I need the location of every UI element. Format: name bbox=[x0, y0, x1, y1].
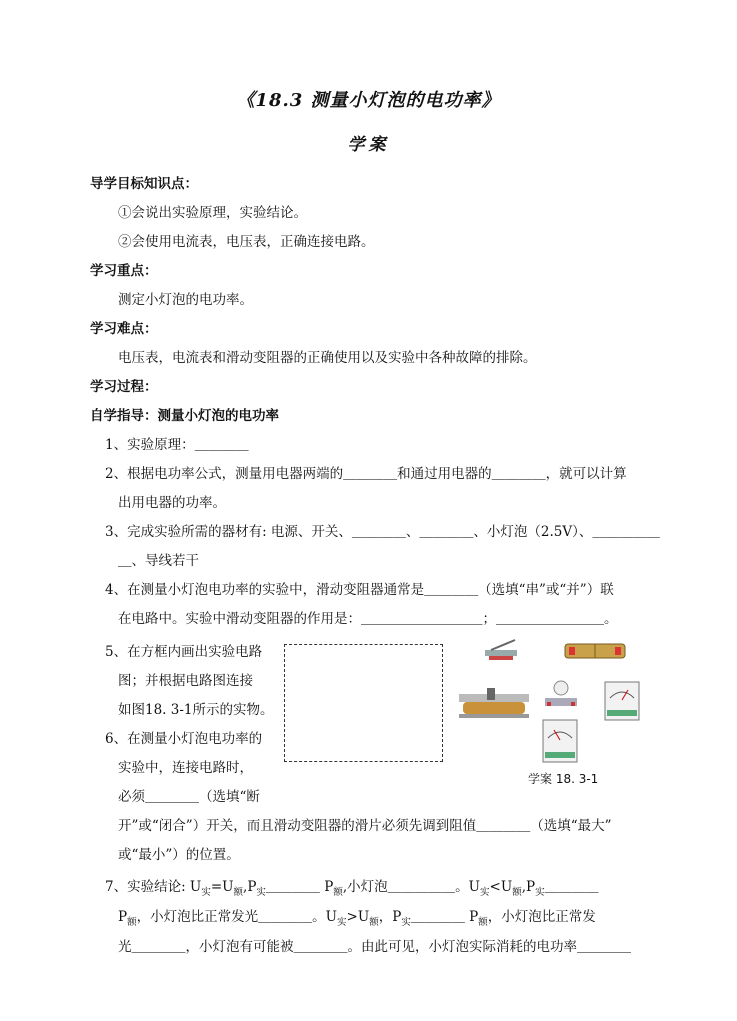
focus-text: 测定小灯泡的电功率。 bbox=[118, 292, 253, 308]
switch-icon bbox=[485, 640, 517, 660]
q7-text: ＿＿＿＿ bbox=[544, 879, 599, 895]
subscript-shi: 实 bbox=[535, 887, 545, 898]
goal-2: ②会使用电流表，电压表，正确连接电路。 bbox=[118, 234, 375, 250]
subscript-e: 额 bbox=[478, 917, 488, 928]
question-7-line-1 bbox=[105, 875, 599, 898]
question-4-line-1: 4、在测量小灯泡电功率的实验中，滑动变阻器通常是＿＿＿＿（选填“串”或“并”）联 bbox=[105, 582, 614, 598]
question-4-line-2: 在电路中。实验中滑动变阻器的作用是：＿＿＿＿＿＿＿＿＿；＿＿＿＿＿＿＿＿。 bbox=[118, 611, 618, 627]
voltmeter-icon bbox=[605, 682, 639, 720]
question-2-line-1: 2、根据电功率公式，测量用电器两端的＿＿＿＿和通过用电器的＿＿＿＿，就可以计算 bbox=[105, 466, 627, 482]
question-6-line-2: 实验中，连接电路时， bbox=[118, 760, 253, 776]
question-7-line-2 bbox=[118, 905, 596, 928]
subscript-e: 额 bbox=[127, 917, 137, 928]
q7-text: ＿＿＿＿ P bbox=[265, 879, 334, 895]
question-6-line-4: 开”或“闭合”）开关，而且滑动变阻器的滑片必须先调到阻值＿＿＿＿（选填“最大” bbox=[118, 818, 612, 834]
self-guide-heading: 自学指导：测量小灯泡的电功率 bbox=[90, 408, 279, 424]
question-6-line-3: 必须＿＿＿＿（选填“断 bbox=[118, 789, 260, 805]
difficulty-heading: 学习难点： bbox=[90, 321, 158, 337]
question-7-line-3: 光＿＿＿＿，小灯泡有可能被＿＿＿＿。由此可见，小灯泡实际消耗的电功率＿＿＿＿ bbox=[118, 939, 631, 955]
q7-text: ，小灯泡比正常发 bbox=[487, 909, 596, 925]
subscript-e: 额 bbox=[333, 887, 343, 898]
equipment-figure bbox=[455, 636, 645, 766]
focus-heading: 学习重点： bbox=[90, 263, 158, 279]
question-2-line-2: 出用电器的功率。 bbox=[118, 495, 226, 511]
question-3-line-1: 3、完成实验所需的器材有: 电源、开关、＿＿＿＿、＿＿＿＿、小灯泡（2.5V）、＿＿＿＿＿ bbox=[105, 524, 660, 540]
q7-text: P bbox=[118, 909, 128, 925]
q7-text: 7、实验结论: U bbox=[105, 879, 202, 895]
circuit-drawing-box bbox=[284, 644, 443, 762]
question-6-line-1: 6、在测量小灯泡电功率的 bbox=[105, 731, 263, 747]
question-3-line-2: ＿、导线若干 bbox=[118, 553, 199, 569]
process-heading: 学习过程： bbox=[90, 379, 158, 395]
q7-text: ,小灯泡＿＿＿＿＿。U bbox=[342, 879, 480, 895]
subscript-e: 额 bbox=[512, 887, 522, 898]
document-title: 《18.3 测量小灯泡的电功率》 bbox=[236, 90, 501, 111]
question-5-line-2: 图；并根据电路图连接 bbox=[118, 673, 253, 689]
q7-text: >U bbox=[346, 909, 370, 925]
q7-text: <U bbox=[489, 879, 513, 895]
subscript-e: 额 bbox=[233, 887, 244, 898]
document-subtitle: 学案 bbox=[347, 135, 390, 155]
q7-text: ，小灯泡比正常发光＿＿＿＿。U bbox=[136, 909, 337, 925]
subscript-shi: 实 bbox=[337, 917, 347, 928]
question-5-line-1: 5、在方框内画出实验电路 bbox=[105, 644, 263, 660]
figure-caption: 学案 18. 3-1 bbox=[528, 772, 599, 786]
q7-text: ＿＿＿＿ P bbox=[410, 909, 479, 925]
question-6-line-5: 或“最小”）的位置。 bbox=[118, 847, 240, 863]
ammeter-icon bbox=[543, 720, 577, 762]
q7-text: ,P bbox=[521, 879, 536, 895]
goal-1: ①会说出实验原理，实验结论。 bbox=[118, 205, 307, 221]
q7-text: ,P bbox=[243, 879, 257, 895]
difficulty-text: 电压表，电流表和滑动变阻器的正确使用以及实验中各种故障的排除。 bbox=[118, 350, 537, 366]
goals-heading: 导学目标知识点： bbox=[90, 176, 198, 192]
q7-text: =U bbox=[210, 879, 234, 895]
question-1: 1、实验原理：＿＿＿＿ bbox=[105, 437, 249, 453]
subscript-shi: 实 bbox=[256, 887, 266, 898]
battery-icon bbox=[565, 644, 625, 658]
subscript-shi: 实 bbox=[480, 887, 490, 898]
subscript-shi: 实 bbox=[201, 887, 211, 898]
subscript-e: 额 bbox=[369, 917, 379, 928]
subscript-shi: 实 bbox=[401, 917, 411, 928]
bulb-icon bbox=[545, 681, 577, 706]
q7-text: ，P bbox=[378, 909, 402, 925]
question-5-line-3: 如图18. 3-1所示的实物。 bbox=[118, 702, 274, 718]
rheostat-icon bbox=[459, 688, 529, 718]
